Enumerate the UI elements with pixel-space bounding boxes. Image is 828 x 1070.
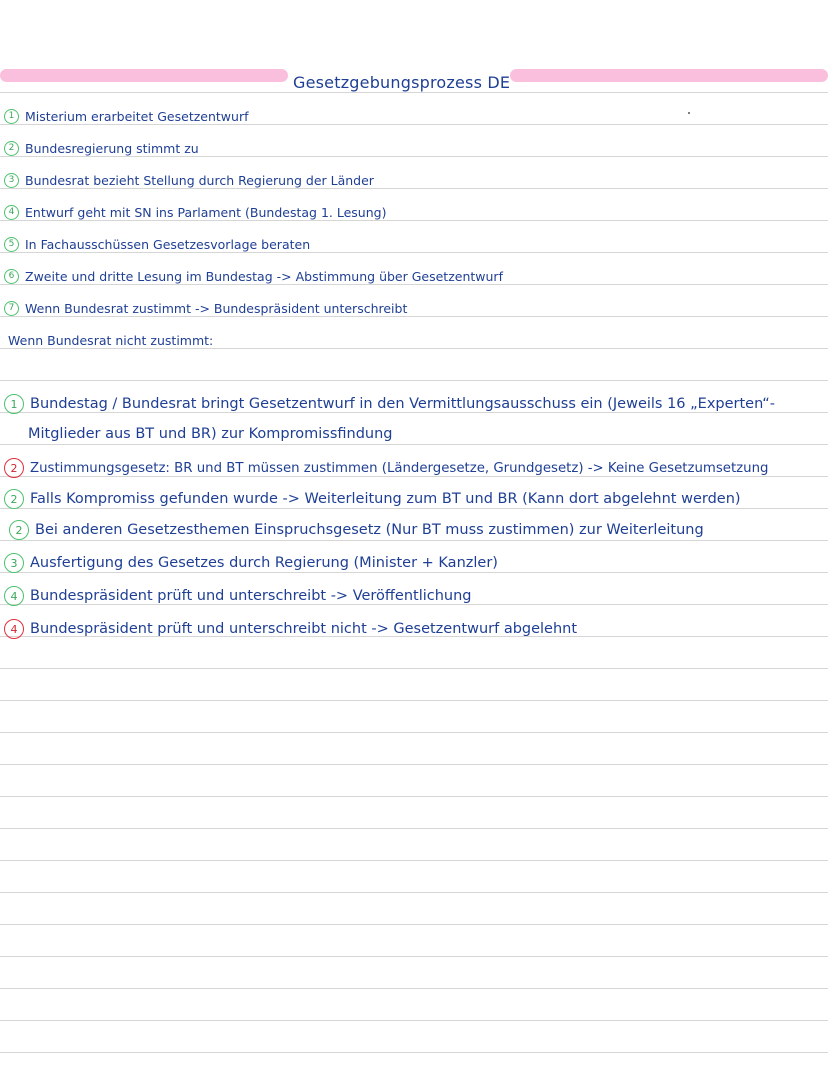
list-item	[28, 426, 392, 442]
step-text: Wenn Bundesrat zustimmt -> Bundespräsident unterschreibt	[25, 301, 408, 316]
step-text: Bundesrat bezieht Stellung durch Regierung der Länder	[25, 173, 374, 188]
list-item	[4, 109, 248, 124]
stray-dot	[688, 112, 690, 114]
step-text: Zweite und dritte Lesung im Bundestag -> Abstimmung über Gesetzentwurf	[25, 269, 503, 284]
step-text: Falls Kompromiss gefunden wurde -> Weiterleitung zum BT und BR (Kann dort abgelehnt werden)	[30, 491, 741, 507]
step-number-circle: 3	[4, 553, 24, 573]
step-text: Bundestag / Bundesrat bringt Gesetzentwurf in den Vermittlungsausschuss ein (Jeweils 16 „Experten“-	[30, 396, 775, 412]
step-text: In Fachausschüssen Gesetzesvorlage beraten	[25, 237, 311, 252]
step-text: Bundespräsident prüft und unterschreibt -> Veröffentlichung	[30, 588, 472, 604]
step-number-circle: 4	[4, 586, 24, 606]
step-text: Bundespräsident prüft und unterschreibt nicht -> Gesetzentwurf abgelehnt	[30, 621, 578, 637]
list-item	[4, 173, 374, 188]
step-number-circle: 5	[4, 237, 19, 252]
list-item	[4, 553, 498, 573]
step-text: Zustimmungsgesetz: BR und BT müssen zustimmen (Ländergesetze, Grundgesetz) -> Keine Gesetzumsetzung	[30, 460, 769, 476]
list-item	[9, 520, 704, 540]
list-item	[4, 205, 386, 220]
step-number-circle: 4	[4, 619, 24, 639]
step-number-circle: 2	[9, 520, 29, 540]
list-item	[4, 237, 310, 252]
list-item	[4, 269, 503, 284]
list-item	[4, 301, 407, 316]
list-item	[4, 458, 768, 478]
step-number-circle: 3	[4, 173, 19, 188]
step-number-circle: 2	[4, 141, 19, 156]
subheading	[8, 333, 213, 348]
step-text: Bei anderen Gesetzesthemen Einspruchsgesetz (Nur BT muss zustimmen) zur Weiterleitung	[35, 522, 704, 538]
list-item	[4, 141, 199, 156]
step-text: Misterium erarbeitet Gesetzentwurf	[25, 109, 249, 124]
title-highlight-right	[510, 69, 828, 82]
list-item	[4, 394, 775, 414]
title-highlight-left	[0, 69, 288, 82]
subheading-text: Wenn Bundesrat nicht zustimmt:	[8, 333, 214, 348]
step-number-circle: 6	[4, 269, 19, 284]
list-item	[4, 489, 741, 509]
step-text: Entwurf geht mit SN ins Parlament (Bundestag 1. Lesung)	[25, 205, 387, 220]
step-text: Ausfertigung des Gesetzes durch Regierung (Minister + Kanzler)	[30, 555, 498, 571]
step-text: Mitglieder aus BT und BR) zur Kompromissfindung	[28, 426, 393, 442]
step-text: Bundesregierung stimmt zu	[25, 141, 199, 156]
step-number-circle: 7	[4, 301, 19, 316]
step-number-circle: 2	[4, 458, 24, 478]
page-title: Gesetzgebungsprozess DE	[293, 73, 511, 92]
step-number-circle: 4	[4, 205, 19, 220]
step-number-circle: 2	[4, 489, 24, 509]
step-number-circle: 1	[4, 109, 19, 124]
step-number-circle: 1	[4, 394, 24, 414]
list-item	[4, 619, 577, 639]
list-item	[4, 586, 472, 606]
